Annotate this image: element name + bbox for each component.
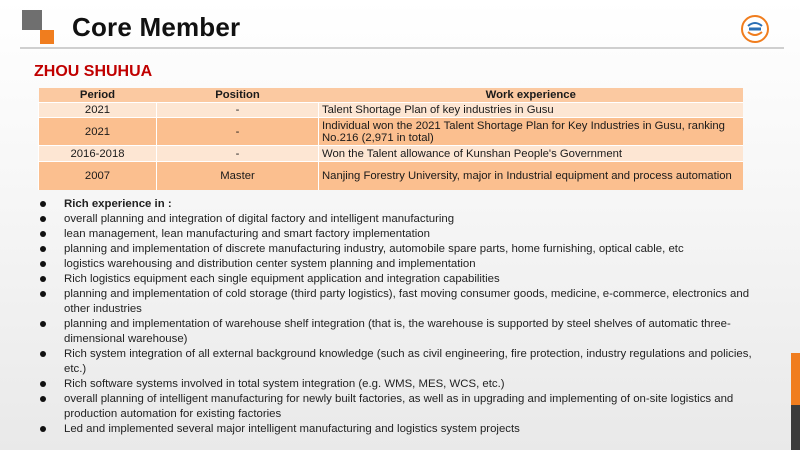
bullet-icon	[40, 201, 46, 207]
cell-period: 2016-2018	[39, 146, 157, 162]
bullet-icon	[40, 276, 46, 282]
orange-square	[40, 30, 54, 44]
header-period: Period	[39, 88, 157, 103]
list-item	[40, 272, 760, 287]
slide-title: Core Member	[72, 12, 241, 42]
bullet-icon	[40, 246, 46, 252]
list-item	[40, 212, 760, 227]
cell-period: 2021	[39, 103, 157, 118]
cell-experience: Won the Talent allowance of Kunshan People's Government	[319, 146, 744, 162]
cell-position: -	[157, 118, 319, 146]
bullet-text: lean management, lean manufacturing and smart factory implementation	[64, 228, 430, 240]
table-row	[39, 146, 744, 162]
bullet-icon	[40, 231, 46, 237]
bullet-text: logistics warehousing and distribution center system planning and implementation	[64, 258, 476, 270]
bullet-text: Rich software systems involved in total system integration (e.g. WMS, MES, WCS, etc.)	[64, 378, 505, 390]
cell-position: -	[157, 103, 319, 118]
bullet-icon	[40, 216, 46, 222]
bullet-text: planning and implementation of cold storage (third party logistics), fast moving consumer goods, medicine, e-commerce, electronics and other industries	[64, 288, 750, 315]
experience-bullet-list	[40, 197, 760, 437]
bullet-icon	[40, 426, 46, 432]
bullet-text: planning and implementation of discrete manufacturing industry, automobile spare parts, home furnishing, optical cable, etc	[64, 243, 684, 255]
bullet-text: overall planning and integration of digital factory and intelligent manufacturing	[64, 213, 455, 225]
bullet-icon	[40, 321, 46, 327]
bullet-icon	[40, 396, 46, 402]
gray-square	[22, 10, 42, 30]
list-item	[40, 392, 760, 422]
side-accent-orange	[791, 353, 800, 405]
bullet-icon	[40, 381, 46, 387]
cell-position: Master	[157, 162, 319, 190]
header-work-experience: Work experience	[319, 88, 744, 103]
header-position: Position	[157, 88, 319, 103]
bullet-text: Rich logistics equipment each single equipment application and integration capabilities	[64, 273, 500, 285]
cell-position: -	[157, 146, 319, 162]
table-row	[39, 118, 744, 146]
bullet-text: planning and implementation of warehouse shelf integration (that is, the warehouse is supported by steel shelves of automatic three-dimensional warehouse)	[64, 318, 731, 345]
bullet-text: overall planning of intelligent manufacturing for newly built factories, as well as in upgrading and implementing of on-site logistics and production automation for existing factories	[64, 393, 734, 420]
table-header-row	[39, 88, 744, 103]
bullet-heading: Rich experience in :	[64, 198, 172, 210]
squares-logo-icon	[22, 10, 56, 44]
bullet-icon	[40, 291, 46, 297]
side-accent-dark	[791, 405, 800, 450]
cell-period: 2007	[39, 162, 157, 190]
company-logo-icon	[741, 15, 769, 43]
list-item	[40, 257, 760, 272]
table-row	[39, 162, 744, 190]
cell-period: 2021	[39, 118, 157, 146]
bullet-icon	[40, 351, 46, 357]
list-item	[40, 242, 760, 257]
bullet-icon	[40, 261, 46, 267]
member-name: ZHOU SHUHUA	[34, 63, 153, 80]
list-item	[40, 422, 760, 437]
list-item	[40, 227, 760, 242]
list-item	[40, 377, 760, 392]
work-experience-table	[38, 88, 743, 190]
cell-experience: Talent Shortage Plan of key industries in Gusu	[319, 103, 744, 118]
list-item	[40, 197, 760, 212]
list-item	[40, 287, 760, 317]
list-item	[40, 317, 760, 347]
table-row	[39, 103, 744, 118]
title-divider	[20, 47, 784, 49]
cell-experience: Individual won the 2021 Talent Shortage Plan for Key Industries in Gusu, ranking No.216 (2,971 in total)	[319, 118, 744, 146]
list-item	[40, 347, 760, 377]
bullet-text: Rich system integration of all external background knowledge (such as civil engineering, fire protection, industry regulations and policies, etc.)	[64, 348, 752, 375]
cell-experience: Nanjing Forestry University, major in Industrial equipment and process automation	[319, 162, 744, 190]
bullet-text: Led and implemented several major intelligent manufacturing and logistics system projects	[64, 423, 520, 435]
